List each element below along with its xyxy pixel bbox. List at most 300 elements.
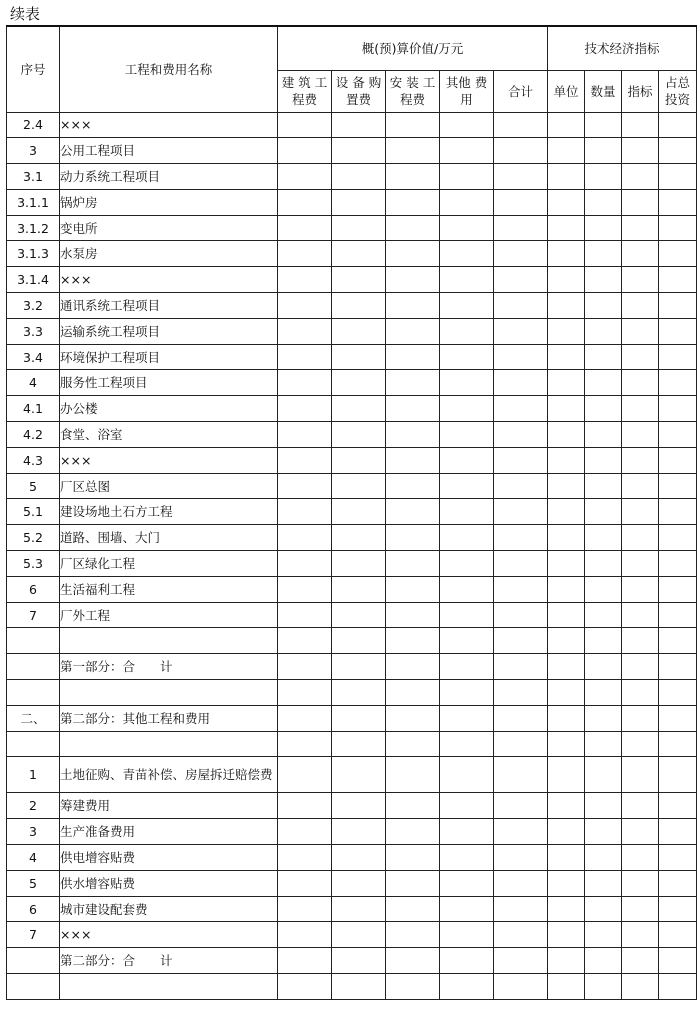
empty-value-cell	[386, 267, 440, 293]
row-item-name: 第二部分：合 计	[60, 948, 278, 974]
empty-value-cell	[548, 793, 585, 819]
empty-value-cell	[548, 922, 585, 948]
empty-value-cell	[494, 473, 548, 499]
empty-value-cell	[548, 576, 585, 602]
empty-value-cell	[440, 680, 494, 706]
empty-value-cell	[386, 293, 440, 319]
table-row	[7, 948, 697, 974]
empty-value-cell	[440, 551, 494, 577]
row-seq: 5.2	[7, 525, 60, 551]
empty-value-cell	[494, 757, 548, 793]
empty-value-cell	[278, 896, 332, 922]
empty-value-cell	[585, 551, 622, 577]
empty-value-cell	[332, 628, 386, 654]
empty-value-cell	[440, 422, 494, 448]
empty-value-cell	[386, 551, 440, 577]
row-seq: 7	[7, 922, 60, 948]
empty-value-cell	[548, 267, 585, 293]
empty-value-cell	[278, 819, 332, 845]
empty-value-cell	[548, 422, 585, 448]
row-seq: 4	[7, 370, 60, 396]
table-row	[7, 422, 697, 448]
empty-value-cell	[278, 241, 332, 267]
empty-value-cell	[332, 757, 386, 793]
empty-value-cell	[548, 525, 585, 551]
empty-value-cell	[278, 112, 332, 138]
empty-value-cell	[585, 731, 622, 757]
empty-value-cell	[386, 189, 440, 215]
empty-value-cell	[622, 164, 659, 190]
table-row	[7, 896, 697, 922]
empty-value-cell	[386, 576, 440, 602]
empty-value-cell	[548, 654, 585, 680]
empty-value-cell	[494, 819, 548, 845]
empty-value-cell	[278, 602, 332, 628]
row-seq: 3.1.3	[7, 241, 60, 267]
empty-value-cell	[622, 499, 659, 525]
empty-value-cell	[440, 112, 494, 138]
empty-value-cell	[585, 499, 622, 525]
empty-value-cell	[659, 819, 697, 845]
empty-value-cell	[585, 370, 622, 396]
row-seq: 5.1	[7, 499, 60, 525]
table-row	[7, 344, 697, 370]
empty-value-cell	[548, 344, 585, 370]
empty-value-cell	[332, 499, 386, 525]
empty-value-cell	[548, 551, 585, 577]
empty-value-cell	[548, 447, 585, 473]
empty-value-cell	[332, 793, 386, 819]
row-item-name: 环境保护工程项目	[60, 344, 278, 370]
empty-value-cell	[386, 974, 440, 1000]
empty-value-cell	[585, 293, 622, 319]
empty-value-cell	[332, 870, 386, 896]
empty-value-cell	[278, 473, 332, 499]
empty-value-cell	[585, 922, 622, 948]
row-item-name: 服务性工程项目	[60, 370, 278, 396]
row-item-name: ×××	[60, 267, 278, 293]
row-item-name: 生活福利工程	[60, 576, 278, 602]
empty-value-cell	[494, 602, 548, 628]
table-row	[7, 293, 697, 319]
empty-value-cell	[278, 164, 332, 190]
empty-value-cell	[278, 793, 332, 819]
empty-value-cell	[548, 112, 585, 138]
empty-value-cell	[386, 705, 440, 731]
empty-value-cell	[494, 267, 548, 293]
empty-value-cell	[622, 948, 659, 974]
empty-value-cell	[659, 189, 697, 215]
empty-value-cell	[386, 241, 440, 267]
empty-value-cell	[440, 473, 494, 499]
empty-value-cell	[332, 551, 386, 577]
row-seq: 6	[7, 576, 60, 602]
empty-value-cell	[622, 525, 659, 551]
empty-value-cell	[494, 922, 548, 948]
row-seq: 1	[7, 757, 60, 793]
empty-value-cell	[659, 705, 697, 731]
row-seq: 3.1.2	[7, 215, 60, 241]
empty-value-cell	[622, 447, 659, 473]
empty-value-cell	[622, 793, 659, 819]
table-row	[7, 870, 697, 896]
empty-value-cell	[386, 948, 440, 974]
empty-value-cell	[659, 870, 697, 896]
empty-value-cell	[440, 267, 494, 293]
row-seq: 5	[7, 473, 60, 499]
empty-value-cell	[659, 499, 697, 525]
table-row	[7, 318, 697, 344]
empty-value-cell	[585, 473, 622, 499]
header-estimate-group: 概(预)算价值/万元	[278, 26, 548, 70]
empty-value-cell	[440, 948, 494, 974]
empty-value-cell	[278, 293, 332, 319]
empty-value-cell	[548, 974, 585, 1000]
empty-value-cell	[332, 422, 386, 448]
empty-value-cell	[386, 396, 440, 422]
table-row	[7, 628, 697, 654]
table-row	[7, 241, 697, 267]
empty-value-cell	[585, 705, 622, 731]
empty-value-cell	[332, 896, 386, 922]
empty-value-cell	[332, 948, 386, 974]
empty-value-cell	[494, 318, 548, 344]
empty-value-cell	[332, 241, 386, 267]
row-item-name: 第二部分：其他工程和费用	[60, 705, 278, 731]
row-seq: 3.1.4	[7, 267, 60, 293]
table-row	[7, 447, 697, 473]
empty-value-cell	[332, 845, 386, 871]
empty-value-cell	[386, 845, 440, 871]
empty-value-cell	[278, 215, 332, 241]
table-row	[7, 793, 697, 819]
empty-value-cell	[494, 551, 548, 577]
empty-value-cell	[659, 576, 697, 602]
empty-value-cell	[622, 267, 659, 293]
empty-value-cell	[386, 870, 440, 896]
empty-value-cell	[332, 215, 386, 241]
empty-value-cell	[386, 112, 440, 138]
empty-value-cell	[440, 922, 494, 948]
empty-value-cell	[494, 499, 548, 525]
empty-value-cell	[659, 731, 697, 757]
table-row	[7, 189, 697, 215]
empty-value-cell	[440, 189, 494, 215]
table-row	[7, 164, 697, 190]
empty-value-cell	[278, 948, 332, 974]
empty-value-cell	[659, 845, 697, 871]
row-seq	[7, 948, 60, 974]
empty-value-cell	[494, 731, 548, 757]
empty-value-cell	[622, 318, 659, 344]
empty-value-cell	[278, 757, 332, 793]
empty-value-cell	[494, 447, 548, 473]
empty-value-cell	[332, 974, 386, 1000]
empty-value-cell	[494, 654, 548, 680]
empty-value-cell	[585, 396, 622, 422]
empty-value-cell	[585, 215, 622, 241]
row-seq: 4.1	[7, 396, 60, 422]
empty-value-cell	[332, 819, 386, 845]
empty-value-cell	[440, 974, 494, 1000]
empty-value-cell	[659, 922, 697, 948]
empty-value-cell	[548, 293, 585, 319]
empty-value-cell	[548, 731, 585, 757]
empty-value-cell	[585, 576, 622, 602]
empty-value-cell	[494, 370, 548, 396]
empty-value-cell	[440, 241, 494, 267]
row-seq: 5.3	[7, 551, 60, 577]
row-item-name: ×××	[60, 112, 278, 138]
empty-value-cell	[585, 189, 622, 215]
empty-value-cell	[548, 396, 585, 422]
row-seq: 4.2	[7, 422, 60, 448]
empty-value-cell	[386, 473, 440, 499]
row-item-name	[60, 731, 278, 757]
empty-value-cell	[278, 680, 332, 706]
empty-value-cell	[440, 370, 494, 396]
row-seq	[7, 974, 60, 1000]
empty-value-cell	[386, 344, 440, 370]
empty-value-cell	[548, 318, 585, 344]
empty-value-cell	[622, 112, 659, 138]
empty-value-cell	[278, 189, 332, 215]
empty-value-cell	[278, 576, 332, 602]
table-row	[7, 974, 697, 1000]
empty-value-cell	[585, 138, 622, 164]
empty-value-cell	[278, 499, 332, 525]
empty-value-cell	[332, 396, 386, 422]
row-seq: 2.4	[7, 112, 60, 138]
row-item-name	[60, 628, 278, 654]
row-seq	[7, 654, 60, 680]
row-seq: 5	[7, 870, 60, 896]
empty-value-cell	[659, 602, 697, 628]
empty-value-cell	[585, 602, 622, 628]
header-total: 合计	[494, 70, 548, 112]
empty-value-cell	[440, 525, 494, 551]
empty-value-cell	[585, 654, 622, 680]
row-seq	[7, 680, 60, 706]
empty-value-cell	[659, 654, 697, 680]
empty-value-cell	[440, 896, 494, 922]
empty-value-cell	[278, 370, 332, 396]
row-seq: 4.3	[7, 447, 60, 473]
empty-value-cell	[622, 896, 659, 922]
empty-value-cell	[659, 267, 697, 293]
row-item-name: 供水增容贴费	[60, 870, 278, 896]
empty-value-cell	[622, 215, 659, 241]
empty-value-cell	[622, 845, 659, 871]
empty-value-cell	[659, 447, 697, 473]
empty-value-cell	[332, 293, 386, 319]
row-item-name: 办公楼	[60, 396, 278, 422]
empty-value-cell	[622, 293, 659, 319]
table-row	[7, 499, 697, 525]
header-share: 占总 投资	[659, 70, 697, 112]
empty-value-cell	[659, 422, 697, 448]
row-seq: 2	[7, 793, 60, 819]
empty-value-cell	[386, 731, 440, 757]
table-row	[7, 551, 697, 577]
row-item-name	[60, 680, 278, 706]
empty-value-cell	[386, 896, 440, 922]
empty-value-cell	[585, 422, 622, 448]
empty-value-cell	[278, 870, 332, 896]
empty-value-cell	[494, 948, 548, 974]
empty-value-cell	[622, 189, 659, 215]
table-header	[7, 26, 697, 112]
empty-value-cell	[494, 422, 548, 448]
empty-value-cell	[548, 215, 585, 241]
empty-value-cell	[278, 845, 332, 871]
table-row	[7, 370, 697, 396]
empty-value-cell	[386, 422, 440, 448]
empty-value-cell	[622, 870, 659, 896]
empty-value-cell	[622, 138, 659, 164]
empty-value-cell	[332, 164, 386, 190]
empty-value-cell	[332, 138, 386, 164]
row-seq	[7, 628, 60, 654]
empty-value-cell	[278, 344, 332, 370]
empty-value-cell	[585, 896, 622, 922]
empty-value-cell	[548, 189, 585, 215]
empty-value-cell	[494, 974, 548, 1000]
empty-value-cell	[548, 164, 585, 190]
table-row	[7, 112, 697, 138]
empty-value-cell	[278, 318, 332, 344]
header-installation: 安 装 工程费	[386, 70, 440, 112]
empty-value-cell	[278, 138, 332, 164]
empty-value-cell	[494, 241, 548, 267]
empty-value-cell	[494, 793, 548, 819]
empty-value-cell	[278, 422, 332, 448]
row-item-name: 厂区绿化工程	[60, 551, 278, 577]
empty-value-cell	[386, 819, 440, 845]
empty-value-cell	[659, 896, 697, 922]
table-row	[7, 845, 697, 871]
empty-value-cell	[585, 241, 622, 267]
empty-value-cell	[585, 267, 622, 293]
empty-value-cell	[548, 138, 585, 164]
empty-value-cell	[494, 112, 548, 138]
row-item-name: 通讯系统工程项目	[60, 293, 278, 319]
empty-value-cell	[332, 473, 386, 499]
empty-value-cell	[548, 948, 585, 974]
empty-value-cell	[440, 731, 494, 757]
empty-value-cell	[659, 318, 697, 344]
empty-value-cell	[440, 845, 494, 871]
row-item-name: 土地征购、青苗补偿、房屋拆迁赔偿费	[60, 757, 278, 793]
empty-value-cell	[622, 422, 659, 448]
row-seq: 3	[7, 138, 60, 164]
empty-value-cell	[494, 705, 548, 731]
empty-value-cell	[494, 396, 548, 422]
empty-value-cell	[622, 576, 659, 602]
empty-value-cell	[585, 112, 622, 138]
empty-value-cell	[386, 628, 440, 654]
empty-value-cell	[548, 757, 585, 793]
row-item-name: 动力系统工程项目	[60, 164, 278, 190]
empty-value-cell	[440, 164, 494, 190]
table-row	[7, 731, 697, 757]
empty-value-cell	[440, 138, 494, 164]
header-tech-group: 技术经济指标	[548, 26, 697, 70]
empty-value-cell	[332, 731, 386, 757]
empty-value-cell	[440, 499, 494, 525]
empty-value-cell	[548, 602, 585, 628]
row-seq: 3	[7, 819, 60, 845]
empty-value-cell	[622, 654, 659, 680]
cost-estimate-table	[6, 25, 697, 1000]
empty-value-cell	[622, 241, 659, 267]
row-seq: 7	[7, 602, 60, 628]
empty-value-cell	[585, 948, 622, 974]
empty-value-cell	[440, 576, 494, 602]
empty-value-cell	[548, 241, 585, 267]
row-item-name: 厂外工程	[60, 602, 278, 628]
header-indicator: 指标	[622, 70, 659, 112]
row-seq: 3.2	[7, 293, 60, 319]
table-row	[7, 396, 697, 422]
empty-value-cell	[494, 896, 548, 922]
empty-value-cell	[332, 344, 386, 370]
empty-value-cell	[386, 922, 440, 948]
empty-value-cell	[494, 189, 548, 215]
empty-value-cell	[332, 189, 386, 215]
row-seq: 3.1.1	[7, 189, 60, 215]
table-row	[7, 602, 697, 628]
row-item-name: 运输系统工程项目	[60, 318, 278, 344]
empty-value-cell	[332, 267, 386, 293]
empty-value-cell	[440, 819, 494, 845]
empty-value-cell	[386, 757, 440, 793]
empty-value-cell	[622, 473, 659, 499]
empty-value-cell	[659, 215, 697, 241]
empty-value-cell	[440, 654, 494, 680]
empty-value-cell	[659, 680, 697, 706]
row-seq	[7, 731, 60, 757]
table-body	[7, 112, 697, 999]
empty-value-cell	[494, 845, 548, 871]
row-item-name: 生产准备费用	[60, 819, 278, 845]
empty-value-cell	[622, 396, 659, 422]
empty-value-cell	[332, 525, 386, 551]
empty-value-cell	[278, 974, 332, 1000]
empty-value-cell	[494, 344, 548, 370]
empty-value-cell	[622, 370, 659, 396]
empty-value-cell	[332, 922, 386, 948]
empty-value-cell	[548, 819, 585, 845]
empty-value-cell	[494, 293, 548, 319]
empty-value-cell	[585, 628, 622, 654]
table-row	[7, 757, 697, 793]
empty-value-cell	[332, 447, 386, 473]
header-equipment: 设 备 购置费	[332, 70, 386, 112]
header-item-name: 工程和费用名称	[60, 26, 278, 112]
empty-value-cell	[548, 499, 585, 525]
empty-value-cell	[440, 318, 494, 344]
table-row	[7, 576, 697, 602]
empty-value-cell	[494, 628, 548, 654]
empty-value-cell	[659, 344, 697, 370]
row-seq: 6	[7, 896, 60, 922]
empty-value-cell	[548, 473, 585, 499]
empty-value-cell	[440, 870, 494, 896]
row-item-name	[60, 974, 278, 1000]
empty-value-cell	[278, 396, 332, 422]
empty-value-cell	[386, 602, 440, 628]
